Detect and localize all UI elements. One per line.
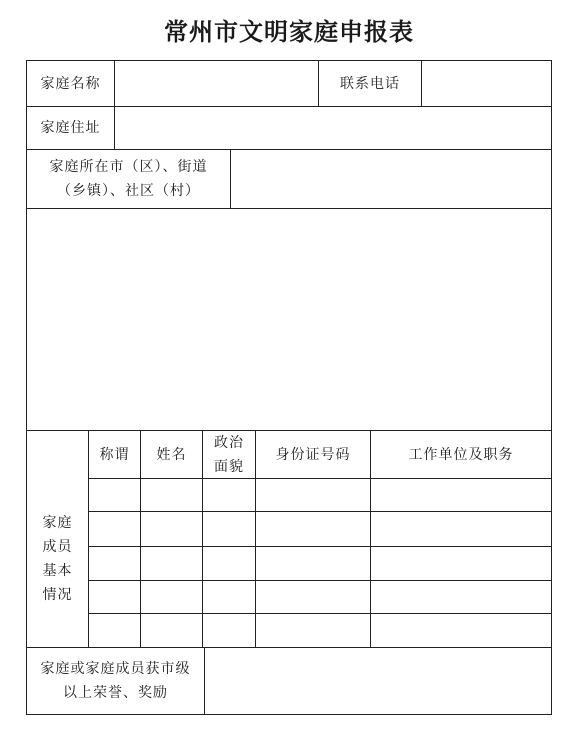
contact-phone-label: 联系电话 [340, 75, 400, 92]
member-work-cell[interactable] [371, 479, 551, 511]
honors-label-line1: 家庭或家庭成员获市级 [40, 661, 191, 677]
member-work-cell[interactable] [371, 547, 551, 580]
column-header-name: 姓名 [156, 446, 187, 463]
table-border-right [551, 60, 552, 715]
members-label-char: 情况 [42, 587, 73, 603]
member-id-cell[interactable] [256, 581, 370, 613]
member-name-cell[interactable] [141, 547, 202, 580]
member-id-cell[interactable] [256, 512, 370, 546]
district-field[interactable] [231, 150, 551, 208]
member-relation-cell[interactable] [89, 479, 140, 511]
members-label-char: 家庭 [42, 515, 73, 531]
district-label-line1: 家庭所在市（区）、街道 [49, 159, 208, 175]
member-political-cell[interactable] [203, 547, 255, 580]
member-relation-cell[interactable] [89, 547, 140, 580]
members-label-char: 基本 [42, 563, 73, 579]
family-name-field[interactable] [115, 61, 318, 106]
member-name-cell[interactable] [141, 581, 202, 613]
table-border-bottom [26, 714, 552, 715]
member-political-cell[interactable] [203, 581, 255, 613]
member-work-cell[interactable] [371, 512, 551, 546]
member-political-cell[interactable] [203, 614, 255, 647]
family-address-field[interactable] [115, 107, 551, 149]
column-header-political-line1: 政治 [214, 434, 244, 451]
column-header-id-number: 身份证号码 [275, 446, 351, 463]
family-address-label: 家庭住址 [40, 120, 101, 136]
district-label [27, 150, 230, 208]
member-relation-cell[interactable] [89, 614, 140, 647]
members-label-char: 成员 [42, 539, 73, 555]
family-description-field[interactable] [27, 209, 551, 430]
honors-label-line2: 以上荣誉、奖励 [63, 685, 168, 701]
member-id-cell[interactable] [256, 479, 370, 511]
members-section-label [27, 431, 88, 647]
member-id-cell[interactable] [256, 547, 370, 580]
form-title: 常州市文明家庭申报表 [164, 17, 414, 46]
column-header-work-unit: 工作单位及职务 [408, 446, 514, 463]
column-header-relation: 称谓 [99, 446, 130, 463]
contact-phone-field[interactable] [422, 61, 551, 106]
member-id-cell[interactable] [256, 614, 370, 647]
column-header-political [203, 431, 255, 478]
member-political-cell[interactable] [203, 512, 255, 546]
family-name-label: 家庭名称 [40, 75, 101, 92]
member-work-cell[interactable] [371, 614, 551, 647]
member-relation-cell[interactable] [89, 581, 140, 613]
district-label-line2: （乡镇）、社区（村） [57, 183, 200, 199]
honors-label [27, 648, 204, 714]
column-header-political-line2: 面貌 [214, 458, 244, 475]
member-work-cell[interactable] [371, 581, 551, 613]
honors-field[interactable] [205, 648, 551, 714]
member-relation-cell[interactable] [89, 512, 140, 546]
member-name-cell[interactable] [141, 512, 202, 546]
member-political-cell[interactable] [203, 479, 255, 511]
member-name-cell[interactable] [141, 614, 202, 647]
member-name-cell[interactable] [141, 479, 202, 511]
